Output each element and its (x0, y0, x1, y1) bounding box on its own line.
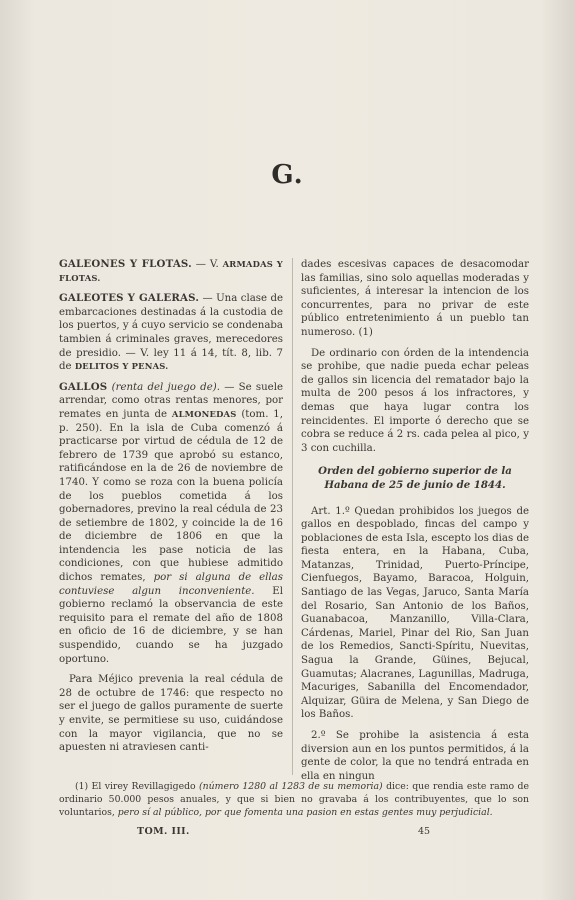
entry-galeones (59, 258, 283, 285)
paragraph-mejico: Para Méjico prevenia la real cédula de 28 de octubre de 1746: que respecto no ser el juego de gallos puramente de suerte y envite, se permitiese su uso, cuidándose con la mayor vigilancia, que no se apuesten ni atraviesen canti- (59, 674, 283, 754)
paragraph-continued: dades escesivas capaces de desacomodar las familias, sino solo aquellas moderadas y suficientes, á interesar la intencion de los concurrentes, para no privar de este público entretenimiento á un pueblo tan numeroso. (1) (301, 259, 529, 338)
entry-gallos (59, 381, 283, 666)
footnote-italic: pero sí al público, por que fomenta una pasion en estas gentes muy perjudicial. (117, 807, 493, 819)
right-column (301, 258, 529, 790)
entry-headword: GALLOS (59, 380, 108, 393)
cross-reference: ARMADAS Y FLOTAS. (59, 259, 283, 283)
entry-text: (tom. 1, p. 250). En la isla de Cuba comenzó á practicarse por virtud de cédula de 12 de febrero de 1739 que aprobó su estanco, ratificándose en la de 26 de noviembre de 1740. Y como se roza con la buena policía de los pueblos cometida á los gobernadores, previno la real cédula de 23 de setiembre de 1802, y coincide la de 16 de diciembre de 1806 en que la intendencia les pase noticia de las condiciones, con que hubiese admitido dichos remates, (59, 408, 283, 584)
volume-label: TOM. III. (137, 826, 190, 837)
footnote-italic: (número 1280 al 1283 de su memoria) (199, 781, 383, 792)
footnote-text: (1) El virey Revillagigedo (75, 781, 196, 792)
article-2: 2.º Se prohibe la asistencia á esta diversion aun en los puntos permitidos, á la gente de color, la que no tendrá entrada en ella en ningun (301, 730, 529, 782)
entry-subtitle: (renta del juego de). (111, 381, 220, 393)
column-divider (292, 258, 293, 775)
page-number: 45 (418, 826, 431, 837)
article-1: Art. 1.º Quedan prohibidos los juegos de gallos en despoblado, fincas del campo y poblaciones de esta Isla, escepto los dias de fiesta entera, en la Habana, Cuba, Matanzas, Trinidad, Puerto-Príncipe, Cienfuegos, Bayamo, Baracoa, Holguin, Santiago de las Vegas, Jaruco, Santa María del Rosario, San Antonio de los Baños, Guanabacoa, Manzanillo, Villa-Clara, Cárdenas, Mariel, Pinar del Rio, San Juan de los Remedios, Sancti-Spíritu, Nuevitas, Sagua la Grande, Güines, Bejucal, Guamutas; Alacranes, Lagunillas, Madruga, Macuriges, Sabanilla del Encomendador, Alquizar, Güira de Melena, y San Diego de los Baños. (301, 505, 529, 721)
cross-reference: DELITOS Y PENAS. (74, 361, 169, 372)
entry-text: — Una clase de embarcaciones destinadas á la custodia de los puertos, y á cuyo servicio se condenaba tambien á criminales graves, merecedores de presidio. — V. ley 11 á 14, tít. 8, lib. 7 de (59, 293, 283, 373)
footnote-text: dice: que rendia este ramo de ordinario 50.000 pesos anuales, y que si bien no gravaba á los contribuyentes, que lo son voluntarios, (59, 781, 529, 819)
paragraph-intendencia: De ordinario con órden de la intendencia se prohibe, que nadie pueda echar peleas de gallos sin licencia del rematador bajo la multa de 200 pesos á los infractores, y demas que haya lugar contra los reincidentes. El importe ó derecho que se cobra se reduce á 2 rs. cada pelea al pico, y 3 con cuchilla. (301, 347, 529, 454)
entry-italic-text: por si alguna de ellas contuviese algun inconveniente. (59, 572, 283, 597)
entry-text: — Se suele arrendar, como otras rentas menores, por remates en junta de (59, 381, 283, 420)
entry-galeotes (59, 292, 283, 374)
entry-headword: GALEONES Y FLOTAS. (59, 258, 192, 270)
entry-text: — V. (195, 259, 219, 270)
entry-headword: GALEOTES Y GALERAS. (59, 292, 200, 305)
section-letter: G. (271, 160, 304, 190)
entry-text: El gobierno reclamó la observancia de este requisito para el remate del año de 1808 en oficio de 16 de diciembre, y se han suspendido, cuando se ha juzgado oportuno. (59, 585, 283, 665)
footnote (59, 780, 529, 820)
order-title: Orden del gobierno superior de la Habana de 25 de junio de 1844. (318, 465, 512, 491)
left-column (59, 258, 283, 762)
cross-reference: ALMONEDAS (171, 408, 237, 419)
